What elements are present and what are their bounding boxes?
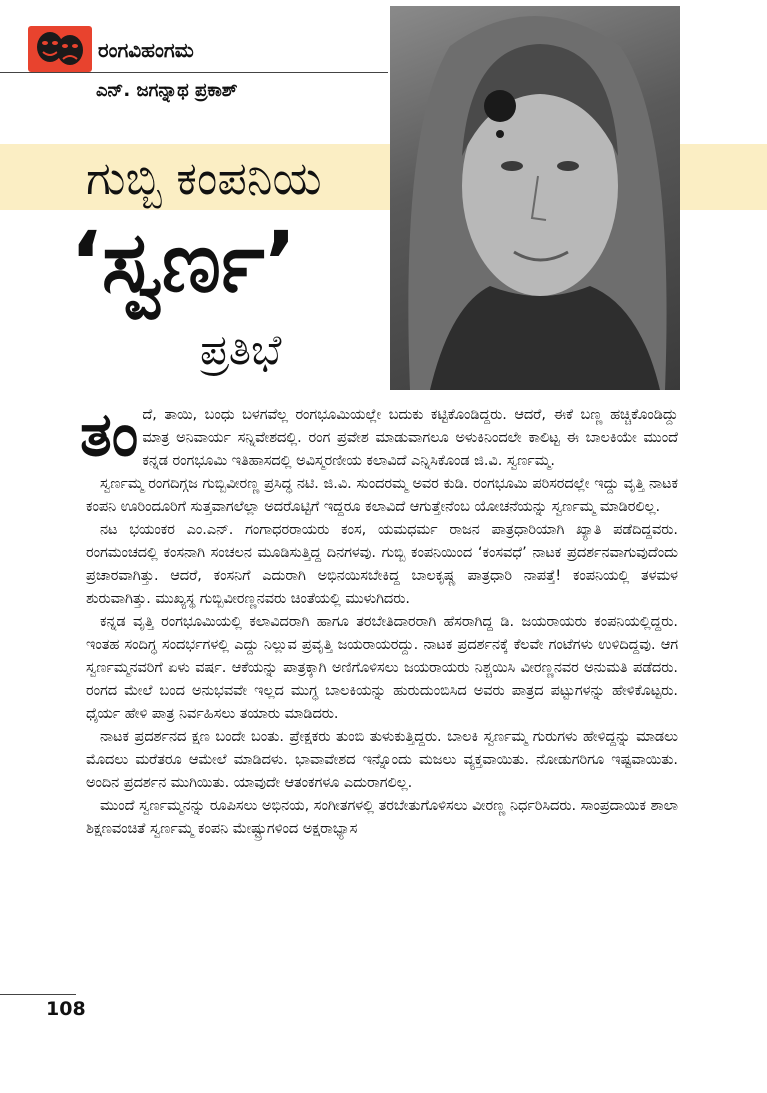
footer-rule [0,994,76,995]
portrait-photo [390,6,680,390]
theatre-masks-icon [28,26,92,72]
paragraph: ಕನ್ನಡ ವೃತ್ತಿ ರಂಗಭೂಮಿಯಲ್ಲಿ ಕಲಾವಿದರಾಗಿ ಹಾಗೂ ತರಬೇತಿದಾರರಾಗಿ ಹೆಸರಾಗಿದ್ದ ಡಿ. ಜಯರಾಯರು ಕಂಪನಿಯಲ್ಲಿದ್ದರು. ಇಂತಹ ಸಂದಿಗ್ಧ ಸಂದರ್ಭಗಳಲ್ಲಿ ಎದ್ದು ನಿಲ್ಲುವ ಪ್ರವೃತ್ತಿ ಜಯರಾಯರದ್ದು. ನಾಟಕ ಪ್ರದರ್ಶನಕ್ಕೆ ಕೆಲವೇ ಗಂಟೆಗಳು ಉಳಿದಿದ್ದವು. ಆಗ ಸ್ವರ್ಣಮ್ಮನವರಿಗೆ ಏಳು ವರ್ಷ. ಆಕೆಯನ್ನು ಪಾತ್ರಕ್ಕಾಗಿ ಅಣಿಗೊಳಿಸಲು ಜಯರಾಯರು ನಿಶ್ಚಯಿಸಿ ವೀರಣ್ಣನವರ ಅನುಮತಿ ಪಡೆದರು. ರಂಗದ ಮೇಲೆ ಬಂದ ಅನುಭವವೇ ಇಲ್ಲದ ಮುಗ್ಧ ಬಾಲಕಿಯನ್ನು ಹುರುದುಂಬಿಸಿದ ಅವರು ಪಾತ್ರದ ಪಟ್ಟುಗಳನ್ನು ಹೇಳಿಕೊಟ್ಟರು. ಧೈರ್ಯ ಹೇಳಿ ಪಾತ್ರ ನಿರ್ವಹಿಸಲು ತಯಾರು ಮಾಡಿದರು. [86,614,678,722]
headline-line-1: ಗುಬ್ಬಿ ಕಂಪನಿಯ [86,151,322,205]
header-rule [0,72,388,73]
section-label: ರಂಗವಿಹಂಗಮ [98,38,194,62]
paragraph-text: ದೆ, ತಾಯಿ, ಬಂಧು ಬಳಗವೆಲ್ಲ ರಂಗಭೂಮಿಯಲ್ಲೇ ಬದುಕು ಕಟ್ಟಿಕೊಂಡಿದ್ದರು. ಆದರೆ, ಈಕೆ ಬಣ್ಣ ಹಚ್ಚಿಕೊಂಡಿದ್ದು ಮಾತ್ರ ಅನಿವಾರ್ಯ ಸನ್ನಿವೇಶದಲ್ಲಿ. ರಂಗ ಪ್ರವೇಶ ಮಾಡುವಾಗಲೂ ಅಳುಕಿನಿಂದಲೇ ಕಾಲಿಟ್ಟ ಈ ಬಾಲಕಿಯೇ ಮುಂದೆ ಕನ್ನಡ ರಂಗಭೂಮಿ ಇತಿಹಾಸದಲ್ಲಿ ಅವಿಸ್ಮರಣೀಯ ಕಲಾವಿದೆ ಎನ್ನಿಸಿಕೊಂಡ ಜಿ.ವಿ. ಸ್ವರ್ಣಮ್ಮ. [142,407,678,469]
author-byline: ಎನ್. ಜಗನ್ನಾಥ ಪ್ರಕಾಶ್ [96,80,238,101]
article-body [80,400,678,841]
paragraph: ಮುಂದೆ ಸ್ವರ್ಣಮ್ಮನನ್ನು ರೂಪಿಸಲು ಅಭಿನಯ, ಸಂಗೀತಗಳಲ್ಲಿ ತರಬೇತುಗೊಳಿಸಲು ವೀರಣ್ಣ ನಿರ್ಧರಿಸಿದರು. ಸಾಂಪ್ರದಾಯಿಕ ಶಾಲಾ ಶಿಕ್ಷಣವಂಚಿತೆ ಸ್ವರ್ಣಮ್ಮ ಕಂಪನಿ ಮೇಷ್ಟ್ರುಗಳಿಂದ ಅಕ್ಷರಾಭ್ಯಾಸ [86,798,678,837]
paragraph: ನಟ ಭಯಂಕರ ಎಂ.ಎನ್. ಗಂಗಾಧರರಾಯರು ಕಂಸ, ಯಮಧರ್ಮ ರಾಜನ ಪಾತ್ರಧಾರಿಯಾಗಿ ಖ್ಯಾತಿ ಪಡೆದಿದ್ದವರು. ರಂಗಮಂಚದಲ್ಲಿ ಕಂಸನಾಗಿ ಸಂಚಲನ ಮೂಡಿಸುತ್ತಿದ್ದ ದಿನಗಳವು. ಗುಬ್ಬಿ ಕಂಪನಿಯಿಂದ ‘ಕಂಸವಧೆ’ ನಾಟಕ ಪ್ರದರ್ಶನವಾಗುವುದೆಂದು ಪ್ರಚಾರವಾಗಿತ್ತು. ಆದರೆ, ಕಂಸನಿಗೆ ಎದುರಾಗಿ ಅಭಿನಯಿಸಬೇಕಿದ್ದ ಬಾಲಕೃಷ್ಣ ಪಾತ್ರಧಾರಿ ನಾಪತ್ತೆ! ಕಂಪನಿಯಲ್ಲಿ ತಳಮಳ ಶುರುವಾಗಿತ್ತು. ಮುಖ್ಯಸ್ಥ ಗುಬ್ಬಿವೀರಣ್ಣನವರು ಚಿಂತೆಯಲ್ಲಿ ಮುಳುಗಿದರು. [86,522,678,607]
drop-cap: ತಂ [80,400,139,470]
page-number: 108 [46,998,86,1020]
headline-line-2: ‘ಸ್ವರ್ಣ’ [70,213,297,311]
paragraph: ನಾಟಕ ಪ್ರದರ್ಶನದ ಕ್ಷಣ ಬಂದೇ ಬಂತು. ಪ್ರೇಕ್ಷಕರು ತುಂಬಿ ತುಳುಕುತ್ತಿದ್ದರು. ಬಾಲಕಿ ಸ್ವರ್ಣಮ್ಮ ಗುರುಗಳು ಹೇಳಿದ್ದನ್ನು ಮಾಡಲು ಮೊದಲು ಮರೆತರೂ ಆಮೇಲೆ ಮಾಡಿದಳು. ಭಾವಾವೇಶದ ಇನ್ನೊಂದು ಮಜಲು ವ್ಯಕ್ತವಾಯಿತು. ನೋಡುಗರಿಗೂ ಇಷ್ಟವಾಯಿತು. ಅಂದಿನ ಪ್ರದರ್ಶನ ಮುಗಿಯಿತು. ಯಾವುದೇ ಆತಂಕಗಳೂ ಎದುರಾಗಲಿಲ್ಲ. [86,729,678,791]
paragraph: ಸ್ವರ್ಣಮ್ಮ ರಂಗದಿಗ್ಗಜ ಗುಬ್ಬಿವೀರಣ್ಣ ಪ್ರಸಿದ್ಧ ನಟಿ. ಜಿ.ವಿ. ಸುಂದರಮ್ಮ ಅವರ ಕುಡಿ. ರಂಗಭೂಮಿ ಪರಿಸರದಲ್ಲೇ ಇದ್ದು ವೃತ್ತಿ ನಾಟಕ ಕಂಪನಿ ಊರಿಂದೂರಿಗೆ ಸುತ್ತವಾಗಲೆಲ್ಲಾ ಅದರೊಟ್ಟಿಗೆ ಇದ್ದರೂ ಕಲಾವಿದೆ ಆಗುತ್ತೇನೆಂಬ ಯೋಚನೆಯನ್ನು ಸ್ವರ್ಣಮ್ಮ ಮಾಡಿರಲಿಲ್ಲ. [86,476,678,515]
paragraph [80,400,678,473]
headline-line-3: ಪ್ರತಿಭೆ [200,325,282,374]
